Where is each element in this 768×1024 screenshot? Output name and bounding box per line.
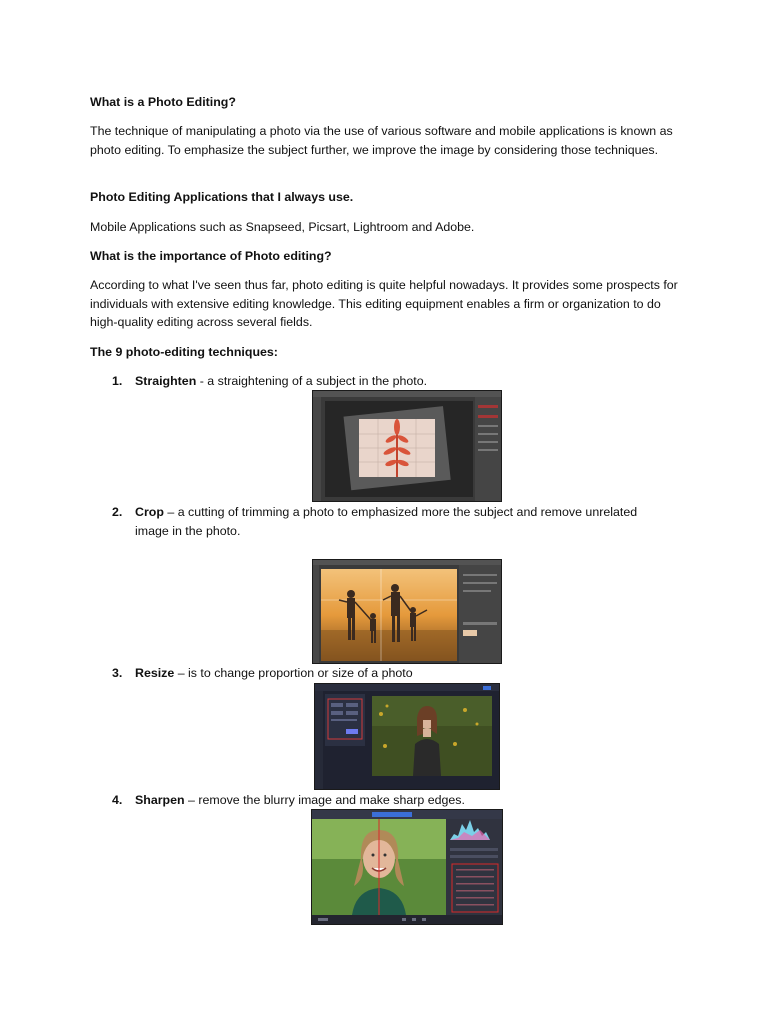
technique-term: Resize [135,666,175,680]
sharpen-screenshot [311,809,503,925]
technique-term: Crop [135,505,164,519]
list-number: 2. [112,505,123,519]
crop-screenshot [312,559,502,664]
technique-term: Sharpen [135,793,185,807]
technique-description: - a straightening of a subject in the photo. [196,374,428,388]
paragraph-importance: According to what I've seen thus far, photo editing is quite helpful nowadays. It provides some prospects for individuals with extensive editing knowledge. This editing equipment enables a firm or organization to do high-quality editing across several fields. [90,278,678,329]
technique-description: – is to change proportion or size of a photo [174,666,413,680]
technique-description: – remove the blurry image and make sharp edges. [184,793,465,807]
heading-what-is-photo-editing: What is a Photo Editing? [90,95,236,109]
list-number: 1. [112,374,123,388]
technique-term: Straighten [135,374,197,388]
technique-description: – a cutting of trimming a photo to emphasized more the subject and remove unrelated image in the photo. [135,505,638,538]
list-number: 3. [112,666,123,680]
paragraph-applications: Mobile Applications such as Snapseed, Picsart, Lightroom and Adobe. [90,220,475,234]
paragraph-definition: The technique of manipulating a photo via the use of various software and mobile applications is known as photo editing. To emphasize the subject further, we improve the image by considering those techniques. [90,124,673,157]
straighten-screenshot [312,390,502,502]
resize-screenshot [314,683,500,790]
heading-applications: Photo Editing Applications that I always use. [90,190,354,204]
list-number: 4. [112,793,123,807]
heading-techniques: The 9 photo-editing techniques: [90,345,278,359]
heading-importance: What is the importance of Photo editing? [90,249,332,263]
